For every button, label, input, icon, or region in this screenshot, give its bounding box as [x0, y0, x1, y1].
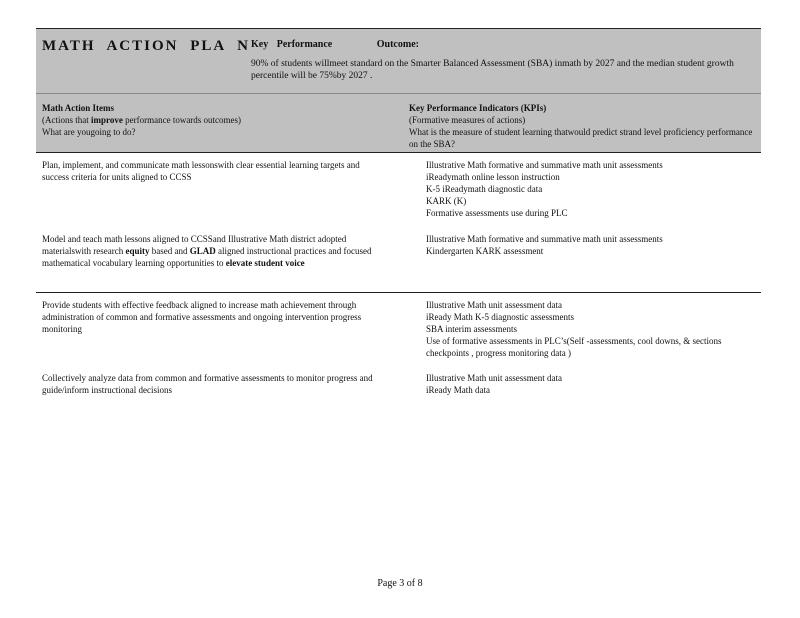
kpi-text: Formative assessments use during PLC [426, 208, 568, 218]
action-item-glad: GLAD [189, 246, 216, 256]
kpi-item [409, 171, 759, 183]
action-items-title: Math Action Items [42, 103, 114, 113]
kpi-text: iReady Math K-5 diagnostic assessments [426, 312, 574, 322]
action-plan-table [36, 28, 761, 403]
kpi-text: iReadymath online lesson instruction [426, 172, 560, 182]
kpi-item [409, 323, 759, 335]
kpi-header [409, 102, 759, 150]
kpi-text: iReady Math data [426, 385, 490, 395]
action-items-question: What are yougoing to do? [42, 127, 136, 137]
action-item-equity: equity [125, 246, 150, 256]
kpi-text: Kindergarten KARK assessment [426, 246, 544, 256]
action-item: Provide students with effective feedback aligned to increase math achievement through administration of common and formative assessments and ongoing intervention progress monitoring [42, 300, 362, 334]
action-items-header [42, 102, 382, 138]
action-block-2 [36, 293, 761, 403]
kpi-list [409, 299, 759, 359]
action-block-1 [36, 153, 761, 293]
kpi-title: Key Performance Indicators (KPIs) [409, 103, 547, 113]
action-items-subtitle-improve: improve [91, 115, 123, 125]
page-number: Page 3 of 8 [377, 578, 423, 589]
kpi-item [409, 207, 759, 219]
kpo-outcome-label: Outcome: [376, 39, 419, 50]
kpi-item [409, 233, 759, 245]
action-item-text-e: aligned instructional practices and focused mathematical vocabulary learning opportunities to [42, 246, 372, 268]
action-item-text-a: Model and teach math lessons aligned to CCSSand Illustrative Math district adopted materialswith research [42, 234, 347, 256]
action-items-subtitle [42, 114, 382, 126]
kpi-text: SBA interim assessments [426, 324, 518, 334]
kpi-text: Illustrative Math unit assessment data [426, 373, 562, 383]
kpi-item [409, 335, 759, 359]
kpi-text: Illustrative Math formative and summative math unit assessments [426, 160, 663, 170]
kpi-item [409, 384, 759, 396]
kpi-text: Use of formative assessments in PLC’s(Self -assessments, cool downs, & sections checkpoints , progress monitoring data ) [426, 336, 722, 358]
action-items-subtitle-c: performance towards outcomes) [122, 115, 242, 125]
kpi-item [409, 372, 759, 384]
action-item-elevate: elevate student voice [225, 258, 305, 268]
action-item-text-c: based and [149, 246, 190, 256]
kpi-item [409, 195, 759, 207]
kpi-list [409, 372, 759, 396]
kpo-text: 90% of students willmeet standard on the Smarter Balanced Assessment (SBA) inmath by 2027 and the median student growth percentile will be 75%by 2027 . [251, 59, 734, 81]
plan-header [36, 28, 761, 94]
action-items-subtitle-a: (Actions that [42, 115, 91, 125]
kpi-text: KARK (K) [426, 196, 467, 206]
kpi-list [409, 159, 759, 219]
plan-title: MATH ACTION PLA N [42, 38, 250, 54]
action-item: Plan, implement, and communicate math lessonswith clear essential learning targets and success criteria for units aligned to CCSS [42, 160, 360, 182]
kpi-item [409, 311, 759, 323]
kpi-text: K-5 iReadymath diagnostic data [426, 184, 543, 194]
kpi-item [409, 159, 759, 171]
kpi-item [409, 183, 759, 195]
kpi-item [409, 245, 759, 257]
kpi-subtitle: (Formative measures of actions) [409, 115, 526, 125]
kpi-text: Illustrative Math unit assessment data [426, 300, 562, 310]
column-headers [36, 94, 761, 153]
kpi-text: Illustrative Math formative and summative math unit assessments [426, 234, 663, 244]
kpo-label [251, 39, 419, 50]
kpi-item [409, 299, 759, 311]
kpi-question: What is the measure of student learning thatwould predict strand level proficiency performance on the SBA? [409, 127, 753, 149]
action-item [42, 233, 387, 269]
kpo-label-text: Key Performance [251, 39, 333, 50]
kpi-list [409, 233, 759, 257]
action-item: Collectively analyze data from common and formative assessments to monitor progress and guide/inform instructional decisions [42, 373, 373, 395]
